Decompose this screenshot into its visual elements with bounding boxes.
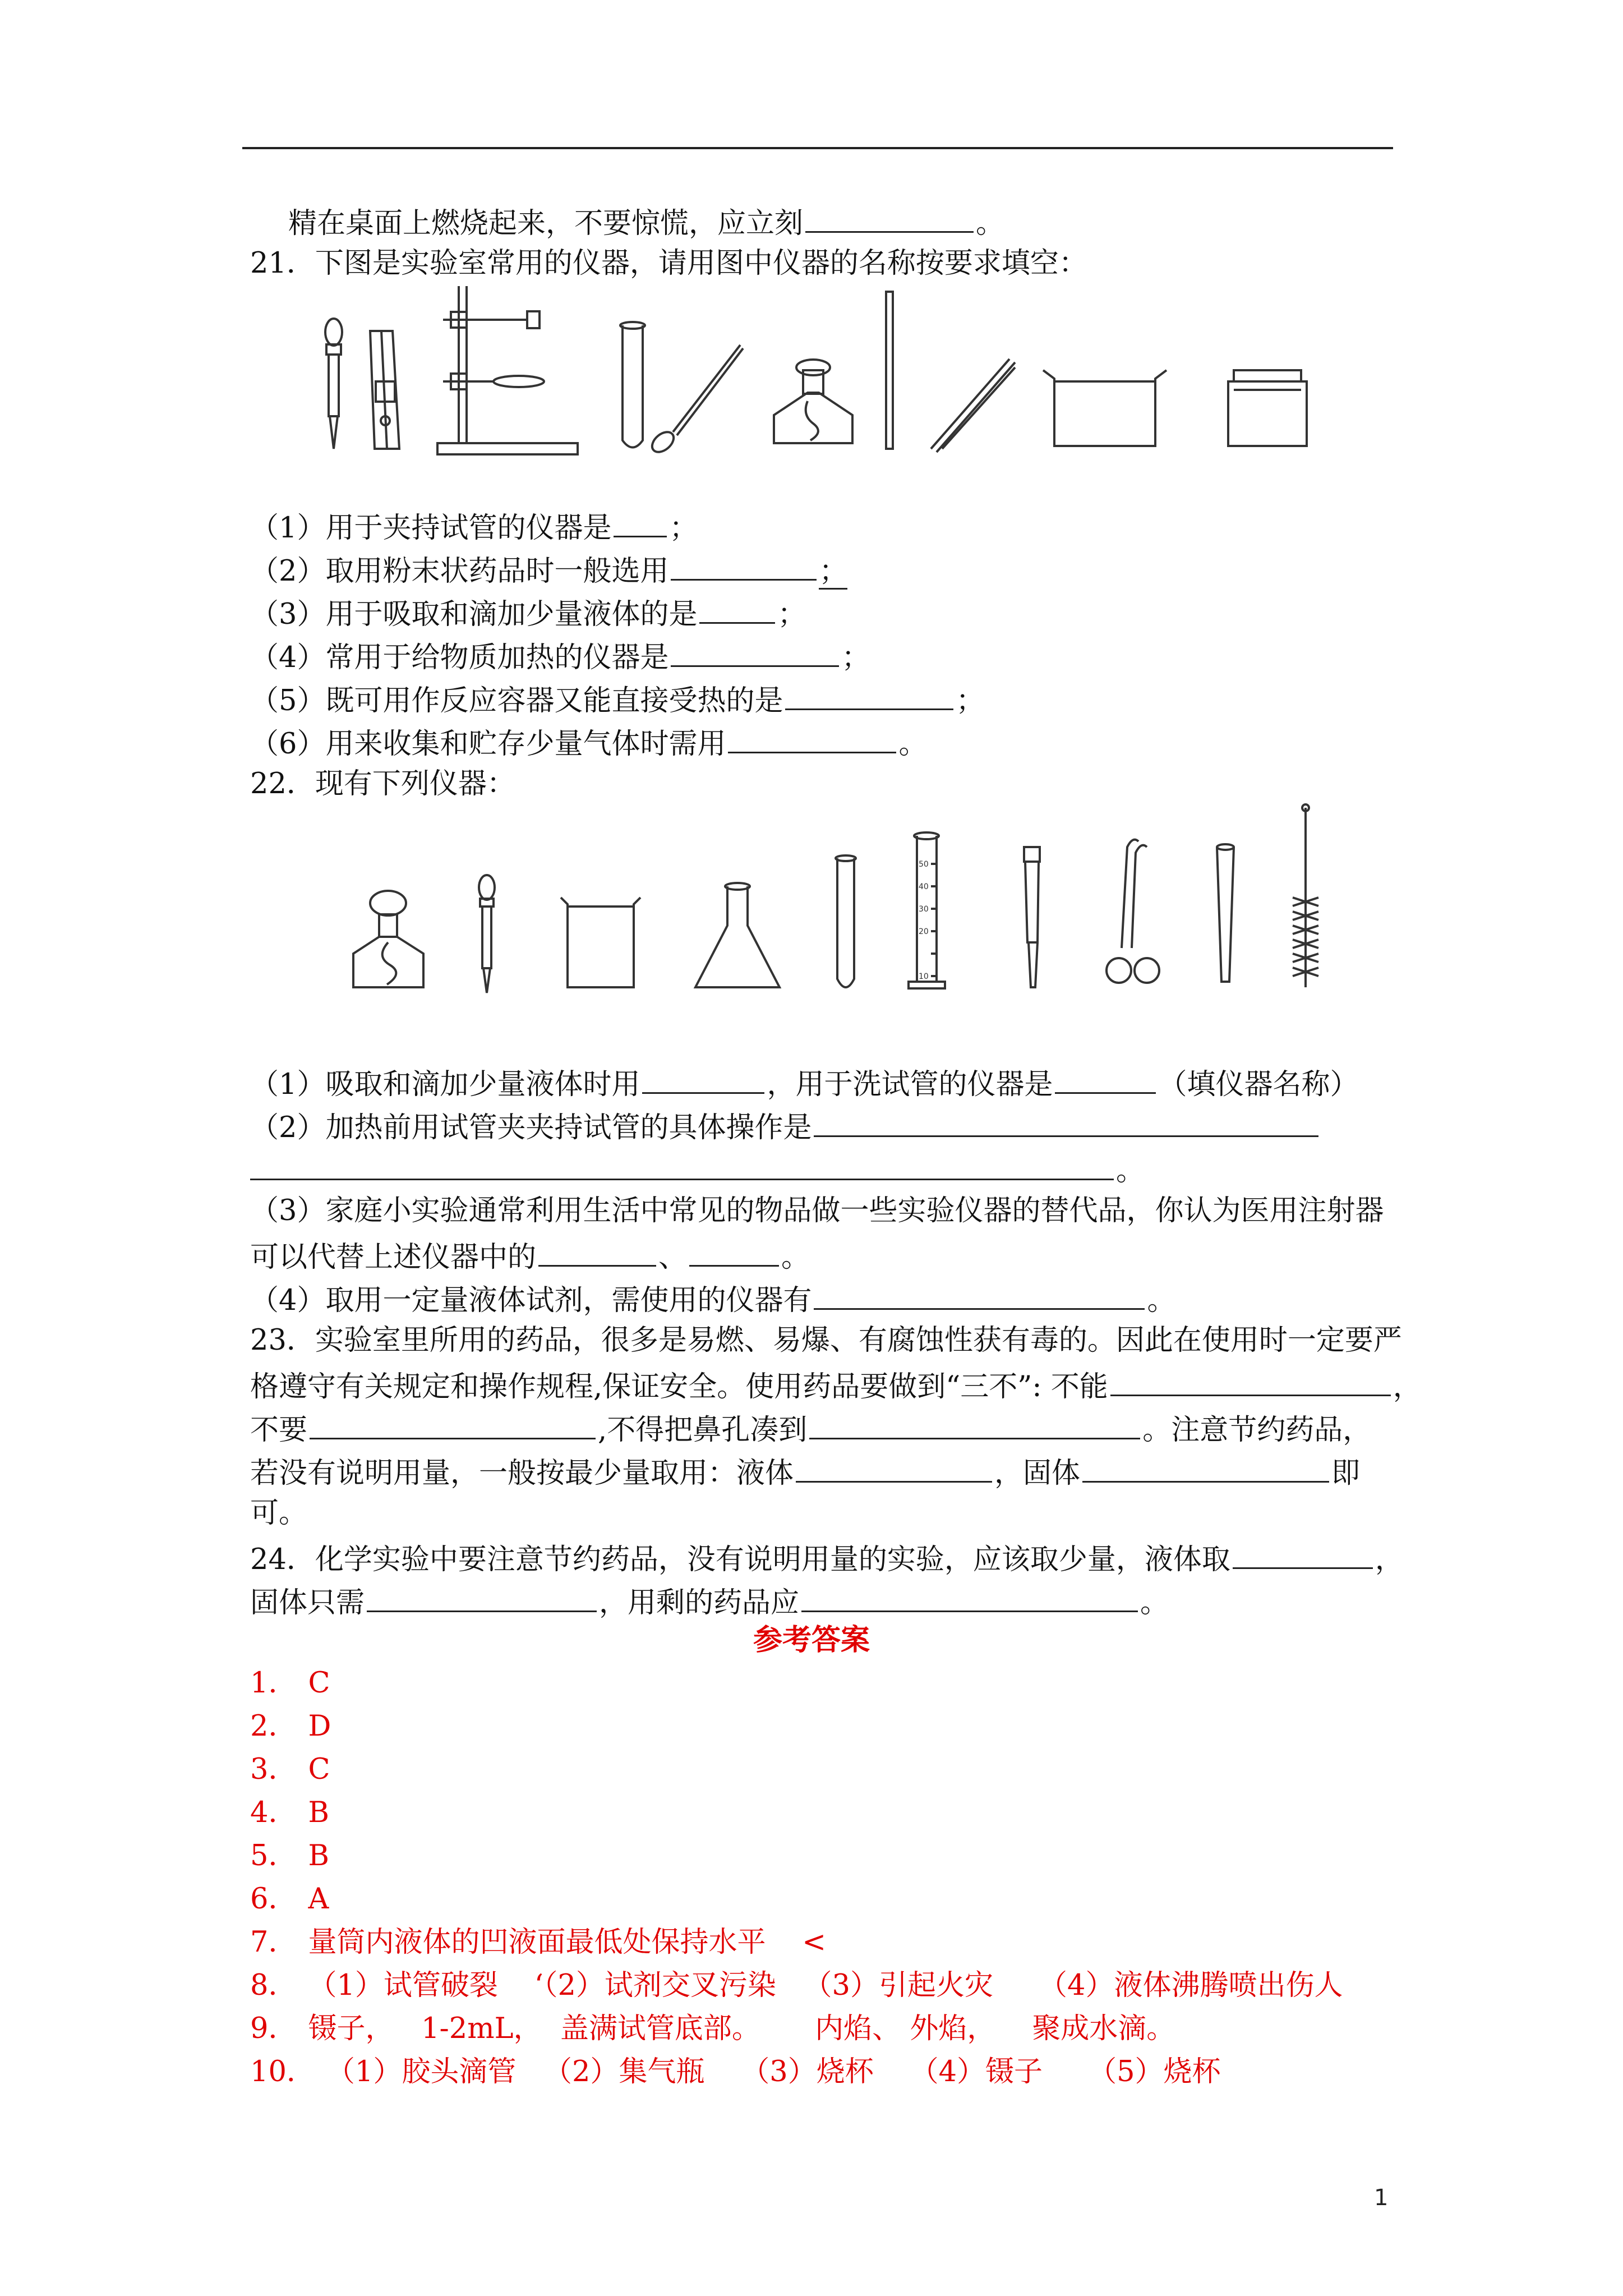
answer-number: 4． [250, 1796, 297, 1829]
answer-number: 6． [250, 1883, 297, 1916]
test-tube-icon [620, 322, 645, 448]
answer-blank[interactable] [671, 546, 817, 581]
q22-1-text-b: ，用于洗试管的仪器是 [767, 1068, 1053, 1101]
answer-blank[interactable] [1082, 1448, 1329, 1483]
q23-4-text-b: ，固体 [994, 1457, 1081, 1490]
answer-blank[interactable] [728, 719, 896, 753]
answer-number: 2． [250, 1710, 297, 1743]
answer-item [250, 1921, 1394, 1964]
q23-3-text-c: 。注意节约药品， [1142, 1414, 1372, 1447]
q21-figure [314, 280, 1329, 460]
q22-3-text: 可以代替上述仪器中的 [250, 1241, 537, 1274]
alcohol-lamp-icon [774, 360, 852, 443]
q22-1-text: （1）吸取和滴加少量液体时用 [250, 1068, 640, 1101]
answer-blank[interactable] [1110, 1362, 1391, 1396]
q21-2 [250, 546, 1394, 593]
header-rule [242, 147, 1393, 149]
answer-blank[interactable] [809, 1405, 1140, 1439]
test-tube-brush-icon [1293, 804, 1318, 987]
answer-item [250, 2050, 1394, 2094]
cylinder-tick-30: 30 [919, 905, 929, 914]
answer-blank[interactable] [699, 590, 775, 624]
q21-1-text: （1）用于夹持试管的仪器是 [250, 512, 612, 545]
answer-blank[interactable] [671, 633, 839, 667]
answers-title: 参考答案 [753, 1623, 870, 1657]
q22-3-continuation [250, 1232, 1394, 1280]
answer-text: （1）试管破裂 ‘（2）试剂交叉污染 （3）引起火灾 （4）液体沸腾喷出伤人 [308, 1969, 1343, 2002]
answer-number: 3． [250, 1753, 297, 1786]
q22-3: （3）家庭小实验通常利用生活中常见的物品做一些实验仪器的替代品，你认为医用注射器 [250, 1194, 1384, 1227]
answer-blank[interactable] [814, 1103, 1318, 1137]
period: 。 [781, 1241, 810, 1274]
q21-5 [250, 676, 1394, 723]
answer-blank[interactable] [801, 1578, 1138, 1612]
answer-item [250, 1705, 1394, 1749]
crucible-tongs-icon [1106, 840, 1159, 983]
answer-text: B [308, 1796, 329, 1829]
q21-title: 21．下图是实验室常用的仪器，请用图中仪器的名称按要求填空： [250, 247, 1087, 280]
q20-period: 。 [976, 207, 1005, 240]
q21-3-text: （3）用于吸取和滴加少量液体的是 [250, 598, 698, 631]
gas-collecting-bottle-icon [1228, 370, 1307, 446]
answer-text: A [308, 1883, 329, 1916]
answer-item [250, 1662, 1394, 1705]
q21-6-text: （6）用来收集和贮存少量气体时需用 [250, 728, 726, 761]
answer-blank[interactable] [1233, 1535, 1373, 1569]
q23-line-5: 可。 [250, 1497, 308, 1530]
q22-1 [250, 1060, 1394, 1107]
answer-number: 9． [250, 2012, 297, 2045]
answer-item [250, 1791, 1394, 1835]
alcohol-lamp-icon [353, 891, 423, 987]
semicolon: ； [841, 641, 870, 674]
answer-item [250, 1964, 1394, 2008]
q22-2 [250, 1103, 1394, 1150]
period: 。 [1140, 1586, 1169, 1619]
page-number: 1 [1374, 2185, 1389, 2211]
answer-blank[interactable] [642, 1060, 764, 1094]
answer-blank[interactable] [310, 1405, 596, 1439]
q21-1 [250, 503, 1394, 550]
q24-1-text: 24．化学实验中要注意节约药品，没有说明用量的实验，应该取少量，液体取 [250, 1543, 1230, 1576]
tweezers-icon [931, 359, 1015, 452]
q23-line-2 [250, 1362, 1422, 1409]
answer-blank[interactable] [785, 676, 953, 710]
answer-text: C [308, 1753, 330, 1786]
answer-number: 10． [250, 2055, 315, 2088]
q23-2-text: 格遵守有关规定和操作规程,保证安全。使用药品要做到“三不”: 不能 [250, 1370, 1108, 1404]
dropper-icon [479, 875, 495, 993]
iron-stand-icon [437, 286, 578, 454]
glass-rod-icon [1217, 844, 1234, 982]
q24-line-1 [250, 1535, 1404, 1582]
answer-blank[interactable] [805, 199, 974, 233]
q24-2-text-b: ，用剩的药品应 [599, 1586, 800, 1619]
answer-item [250, 1834, 1394, 1878]
q23-line-1: 23．实验室里所用的药品，很多是易燃、易爆、有腐蚀性获有毒的。因此在使用时一定要严 [250, 1324, 1402, 1357]
answer-text: 镊子， 1-2mL， 盖满试管底部。 内焰、 外焰， 聚成水滴。 [308, 2012, 1175, 2045]
medicine-spoon-icon [648, 345, 743, 456]
answer-blank[interactable] [367, 1578, 597, 1612]
answer-blank[interactable] [796, 1448, 992, 1483]
answer-text: （1）胶头滴管 （2）集气瓶 （3）烧杯 （4）镊子 （5）烧杯 [326, 2055, 1221, 2088]
answer-blank[interactable] [250, 1146, 1114, 1180]
beaker-icon [1043, 370, 1166, 446]
q21-4-text: （4）常用于给物质加热的仪器是 [250, 641, 669, 674]
answer-item [250, 1748, 1394, 1792]
semicolon: ； [956, 684, 985, 717]
comma: 、 [658, 1241, 688, 1274]
q22-4-text: （4）取用一定量液体试剂，需使用的仪器有 [250, 1284, 812, 1317]
answer-item [250, 1878, 1394, 1921]
dropper-icon [325, 319, 342, 449]
semicolon: ； [819, 555, 847, 590]
q23-3-text-b: ,不得把鼻孔凑到 [598, 1414, 808, 1447]
q21-2-text: （2）取用粉末状药品时一般选用 [250, 555, 669, 588]
answer-text: B [308, 1839, 329, 1872]
q22-4 [250, 1276, 1394, 1323]
q23-3-text-a: 不要 [250, 1414, 308, 1447]
answer-item [250, 2007, 1394, 2051]
q23-4-text-c: 即 [1331, 1457, 1361, 1490]
q22-figure [336, 802, 1346, 1004]
answer-blank[interactable] [814, 1276, 1145, 1310]
answer-text: C [308, 1667, 330, 1700]
answer-text: D [308, 1710, 331, 1743]
period: 。 [1116, 1154, 1145, 1188]
answer-blank[interactable] [614, 503, 667, 537]
period: 。 [898, 728, 928, 761]
q21-5-text: （5）既可用作反应容器又能直接受热的是 [250, 684, 783, 717]
q23-4-text-a: 若没有说明用量，一般按最少量取用：液体 [250, 1457, 794, 1490]
conical-flask-icon [695, 883, 780, 987]
test-tube-holder-icon [1024, 847, 1040, 987]
answer-number: 8． [250, 1969, 297, 2002]
glass-rod-icon [886, 292, 893, 449]
q21-6 [250, 719, 1394, 766]
q24-2-text-a: 固体只需 [250, 1586, 365, 1619]
answer-number: 7． [250, 1926, 297, 1959]
q23-line-4 [250, 1448, 1394, 1496]
answer-blank[interactable] [689, 1232, 779, 1267]
q20-text: 精在桌面上燃烧起来，不要惊慌，应立刻 [288, 207, 804, 240]
period: 。 [1147, 1284, 1176, 1317]
q22-2-text: （2）加热前用试管夹夹持试管的具体操作是 [250, 1111, 812, 1144]
answer-blank[interactable] [538, 1232, 656, 1267]
test-tube-holder-icon [370, 331, 399, 449]
answer-text: 量筒内液体的凹液面最低处保持水平 < [308, 1926, 827, 1959]
cylinder-tick-50: 50 [919, 860, 929, 869]
q23-line-3 [250, 1405, 1394, 1452]
comma: ， [1393, 1370, 1422, 1404]
cylinder-tick-20: 20 [919, 927, 929, 936]
cylinder-tick-10: 10 [919, 972, 929, 981]
q21-4 [250, 633, 1394, 680]
q21-3 [250, 590, 1394, 637]
answer-number: 1． [250, 1667, 297, 1700]
answer-number: 5． [250, 1839, 297, 1872]
test-tube-icon [836, 855, 856, 987]
semicolon: ； [777, 598, 806, 631]
q20-continuation [288, 199, 1432, 246]
beaker-icon [561, 898, 640, 987]
q22-2-continuation [250, 1146, 1394, 1193]
q22-1-hint: （填仪器名称） [1158, 1068, 1359, 1101]
q22-title: 22．现有下列仪器： [250, 767, 515, 800]
cylinder-tick-40: 40 [919, 882, 929, 891]
semicolon: ； [669, 512, 698, 545]
comma: ， [1375, 1543, 1404, 1576]
answer-blank[interactable] [1055, 1060, 1156, 1094]
